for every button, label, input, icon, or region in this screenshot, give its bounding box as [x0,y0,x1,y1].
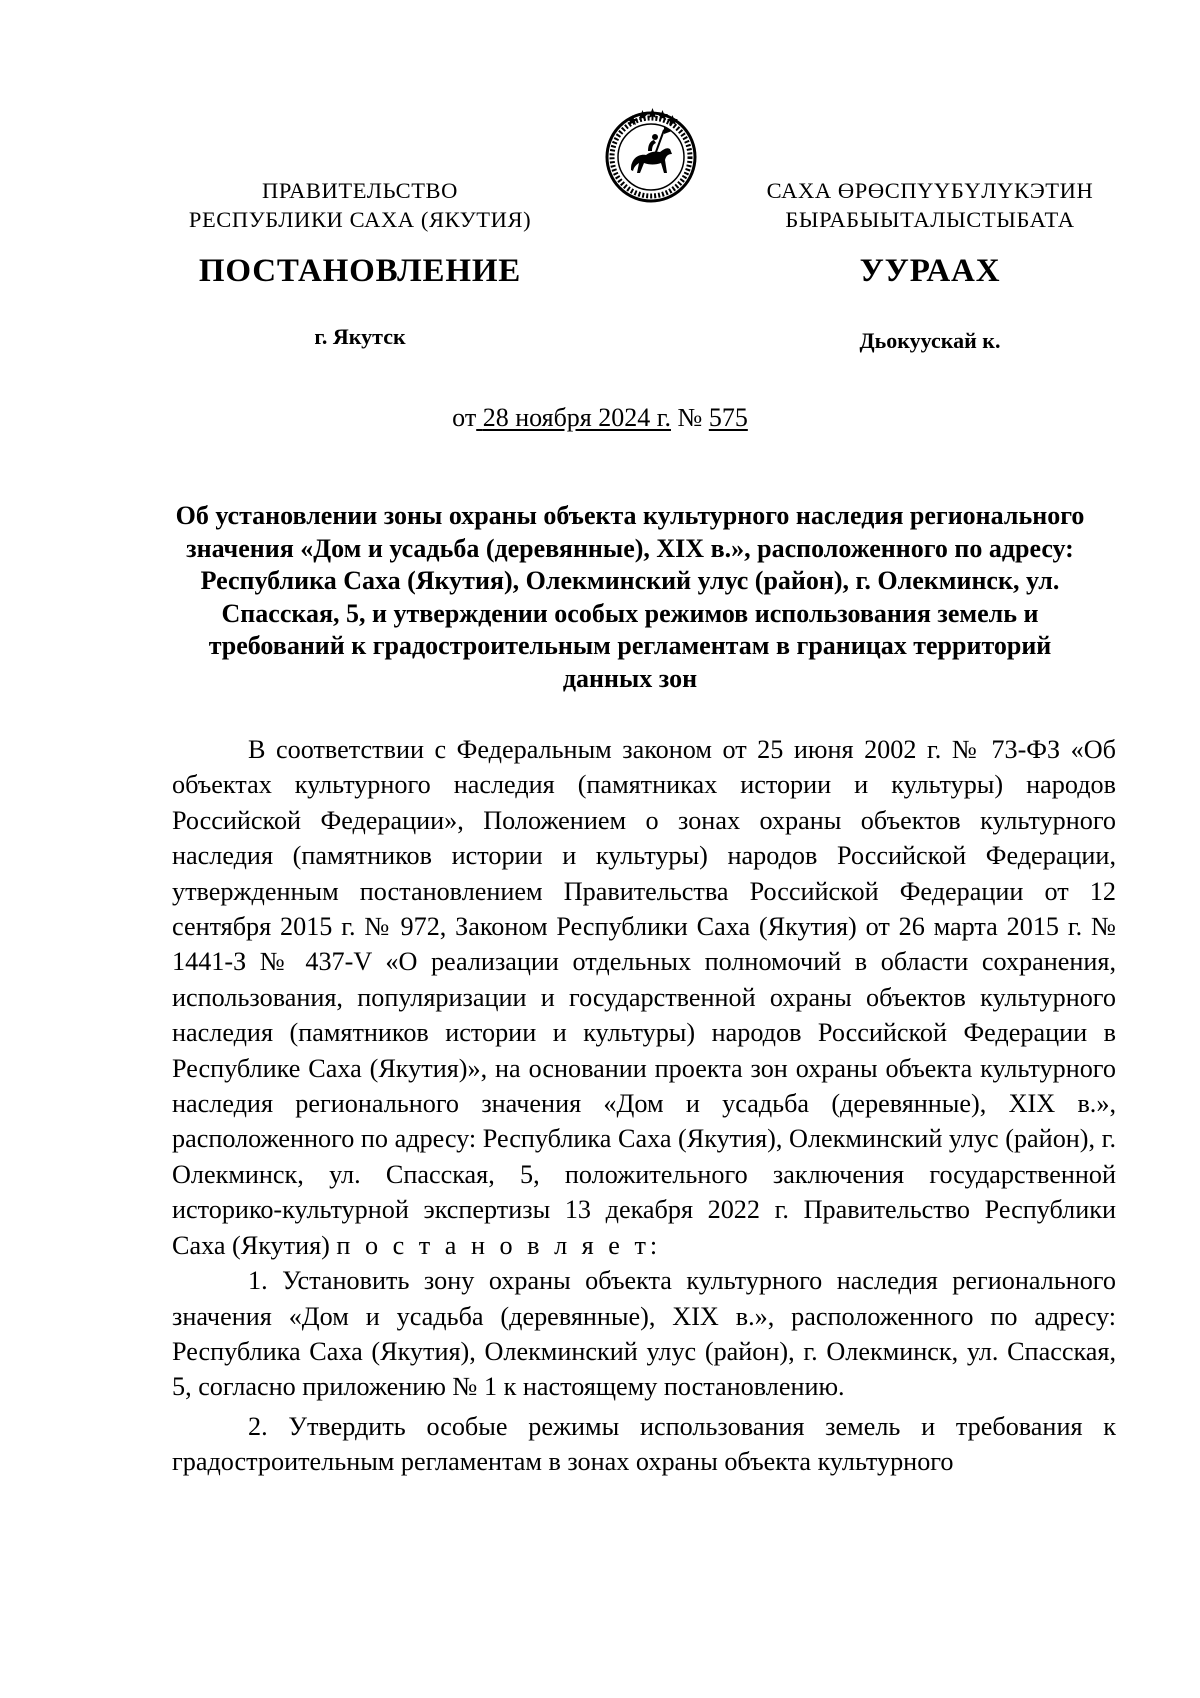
item-1-paragraph: 1. Установить зону охраны объекта культурного наследия регионального значения «Дом и усадьба (деревянные), XIX в.», расположенного по адресу: Республика Саха (Якутия), Олекминский улус (район), г. Олекминск, ул. Спасская, 5, согласно приложению № 1 к настоящему постановлению. [172,1266,1116,1402]
date-number-line [0,403,1200,433]
date-value [476,403,671,432]
government-name-ru [150,176,570,234]
yakutia-coat-of-arms-emblem-icon [604,107,698,204]
government-name-sah-line1: САХА ӨРӨСПҮҮБҮЛҮКЭТИН [766,178,1094,203]
decree-body [172,732,1116,1480]
government-name-ru-line1: ПРАВИТЕЛЬСТВО [261,178,458,203]
date-prefix: от [452,403,477,432]
decree-word: п о с т а н о в л я е т: [336,1230,662,1260]
decree-title: Об установлении зоны охраны объекта культурного наследия регионального значения «Дом и усадьба (деревянные), XIX в.», расположенного по адресу: Республика Саха (Якутия), Олекминский улус (район), г. Олекминск, ул. Спасская, 5, и утверждении особых режимов использования земель и требований к градостроительным регламентам в границах территорий данных зон [175,501,1085,693]
preamble-text: В соответствии с Федеральным законом от 25 июня 2002 г. № 73-ФЗ «Об объектах культурного наследия (памятниках истории и культуры) народов Российской Федерации», Положением о зонах охраны объектов культурного наследия (памятников истории и культуры) народов Российской Федерации, утвержденным постановлением Правительства Российской Федерации от 12 сентября 2015 г. № 972, Законом Республики Саха (Якутия) от 26 марта 2015 г. № 1441-З № 437-V «О реализации отдельных полномочий в области сохранения, использования, популяризации и государственной охраны объектов культурного наследия (памятников истории и культуры) народов Российской Федерации в Республике Саха (Якутия)», на основании проекта зон охраны объекта культурного наследия регионального значения «Дом и усадьба (деревянные), XIX в.», расположенного по адресу: Республика Саха (Якутия), Олекминский улус (район), г. Олекминск, ул. Спасская, 5, положительного заключения государственной историко-культурной экспертизы 13 декабря 2022 г. Правительство Республики Саха (Якутия) [172,735,1116,1260]
number-sign: № [677,403,703,432]
government-name-sah [730,176,1130,234]
city-sah: Дьокуускай к. [859,328,1001,353]
government-name-ru-line2: РЕСПУБЛИКИ САХА (ЯКУТИЯ) [188,207,532,232]
decree-number: 575 [708,403,748,432]
preamble-paragraph [172,732,1116,1263]
document-type-ru: ПОСТАНОВЛЕНИЕ [198,253,522,289]
government-name-sah-line2: БЫРАБЫЫТАЛЫСТЫБАТА [785,207,1075,232]
date-value-text: 28 ноября 2024 г. [482,403,671,432]
item-2-paragraph: 2. Утвердить особые режимы использования земель и требования к градостроительным регламентам в зонах охраны объекта культурного [172,1411,1116,1477]
city-ru: г. Якутск [314,324,406,349]
document-type-sah: УУРААХ [859,253,1001,289]
